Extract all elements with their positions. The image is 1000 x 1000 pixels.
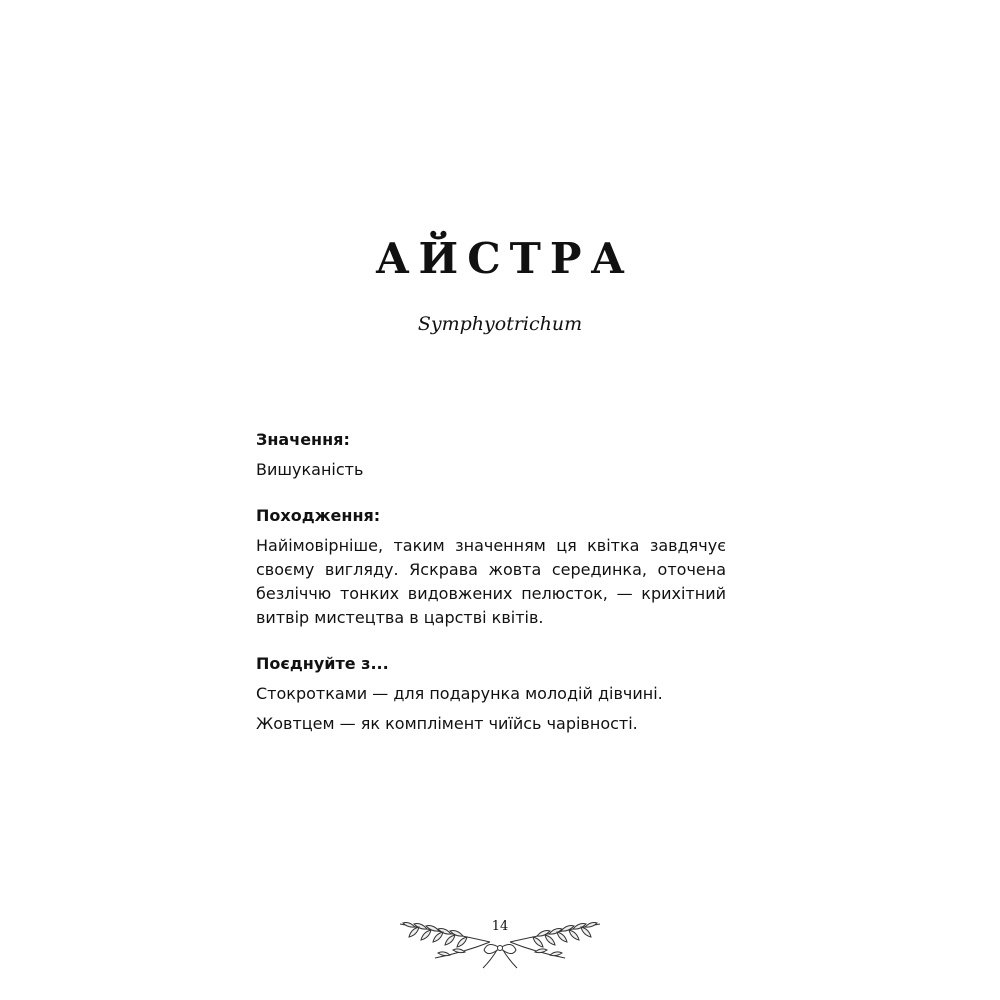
- combine-heading: Поєднуйте з...: [256, 654, 389, 673]
- content-block: [256, 428, 726, 742]
- latin-name: Symphyotrichum: [417, 313, 583, 335]
- meaning-text: Вишуканість: [256, 460, 364, 479]
- origin-heading: Походження:: [256, 506, 381, 525]
- origin-text: Найімовірніше, таким значенням ця квітка завдячує своєму вигляду. Яскрава жовта серединка, оточена безліччю тонких видовжених пелюсток, — крихітний витвір мистецтва в царстві квітів.: [256, 536, 726, 627]
- page-title: АЙСТРА: [375, 234, 634, 283]
- combine-line: Жовтцем — як комплімент чиїйсь чарівності.: [256, 714, 638, 733]
- meaning-heading: Значення:: [256, 430, 350, 449]
- page-number: 14: [491, 919, 509, 934]
- combine-line: Стокротками — для подарунка молодій дівчині.: [256, 684, 663, 703]
- meaning-section: [256, 428, 726, 482]
- combine-section: [256, 652, 726, 736]
- origin-section: [256, 504, 726, 630]
